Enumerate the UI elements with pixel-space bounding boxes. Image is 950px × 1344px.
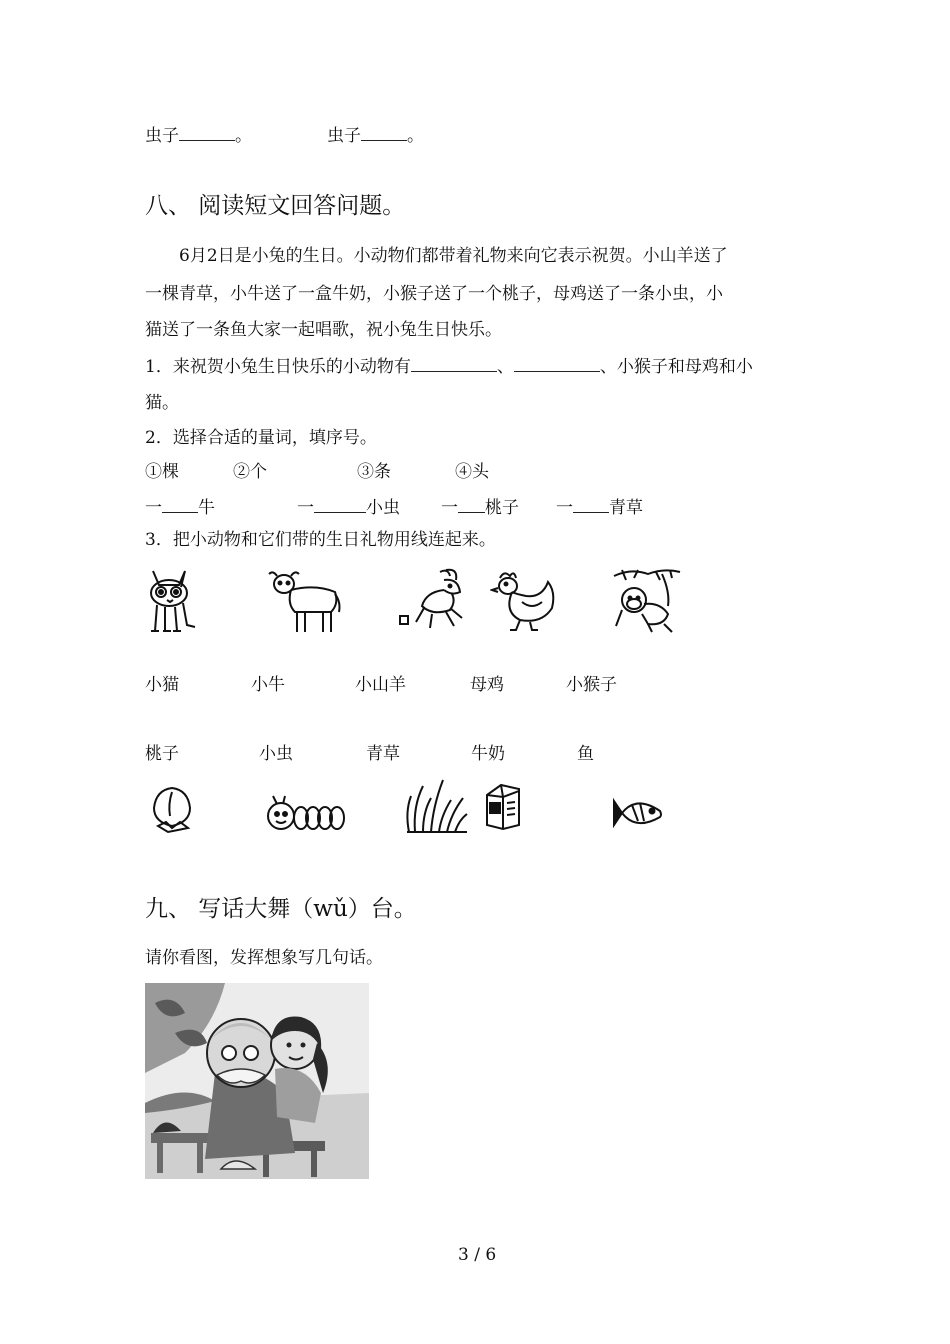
passage-line-3: 猫送了一条鱼大家一起唱歌，祝小兔生日快乐。: [145, 320, 502, 340]
question-2: 2．选择合适的量词，填序号。: [145, 428, 377, 448]
gift-label-milk: 牛奶: [471, 744, 505, 764]
option-4: ④头: [455, 462, 489, 482]
blank-q1-b[interactable]: [514, 356, 600, 372]
section-8-title: 八、 阅读短文回答问题。: [145, 193, 406, 219]
animal-label-cat: 小猫: [145, 675, 179, 695]
question-1-cont: 猫。: [145, 393, 179, 413]
animal-label-cow: 小牛: [251, 675, 285, 695]
blank-bug-right[interactable]: [361, 125, 407, 141]
question-1: 1．来祝贺小兔生日快乐的小动物有 、 、小猴子和母鸡和小: [145, 357, 753, 377]
grass-icon[interactable]: [403, 776, 469, 834]
cow-icon[interactable]: [265, 568, 345, 636]
fill-item-grass: 一 青草: [556, 498, 643, 518]
blank-grass[interactable]: [573, 497, 609, 513]
cat-icon[interactable]: [143, 565, 199, 637]
animal-label-hen: 母鸡: [470, 675, 504, 695]
gift-label-peach: 桃子: [145, 744, 179, 764]
gift-label-fish: 鱼: [577, 744, 594, 764]
question-3: 3．把小动物和它们带的生日礼物用线连起来。: [145, 530, 496, 550]
peach-icon[interactable]: [148, 782, 196, 836]
monkey-icon[interactable]: [612, 566, 682, 636]
gift-label-grass: 青草: [366, 744, 400, 764]
passage-line-1: 6月2日是小兔的生日。小动物们都带着礼物来向它表示祝贺。小山羊送了: [179, 246, 728, 266]
option-3: ③条: [357, 462, 391, 482]
option-2: ②个: [233, 462, 267, 482]
blank-bug[interactable]: [314, 497, 366, 513]
blank-peach[interactable]: [458, 497, 485, 513]
bug-label-left: 虫子: [145, 126, 179, 146]
fill-item-peach: 一 桃子: [441, 498, 519, 518]
hen-icon[interactable]: [490, 568, 560, 634]
gift-label-bug: 小虫: [259, 744, 293, 764]
fish-icon[interactable]: [608, 793, 668, 833]
writing-prompt: 请你看图，发挥想象写几句话。: [145, 948, 383, 968]
blank-q1-a[interactable]: [411, 356, 497, 372]
section-9-title: 九、 写话大舞（wǔ）台。: [145, 896, 417, 922]
grandpa-girl-illustration: [145, 983, 369, 1179]
caterpillar-icon[interactable]: [265, 792, 353, 836]
animal-label-goat: 小山羊: [355, 675, 406, 695]
answer-line-bug-right: 虫子 。: [327, 126, 424, 146]
bug-label-right: 虫子: [327, 126, 361, 146]
answer-line-bug-left: 虫子 。: [145, 126, 252, 146]
goat-icon[interactable]: [396, 566, 472, 634]
passage-line-2: 一棵青草，小牛送了一盒牛奶，小猴子送了一个桃子，母鸡送了一条小虫，小: [145, 284, 723, 304]
animal-label-monkey: 小猴子: [566, 675, 617, 695]
option-1: ①棵: [145, 462, 179, 482]
fill-item-bug: 一 小虫: [297, 498, 400, 518]
page-number: 3 / 6: [458, 1245, 497, 1265]
blank-cow[interactable]: [162, 497, 198, 513]
fill-item-cow: 一 牛: [145, 498, 215, 518]
blank-bug-left[interactable]: [179, 125, 235, 141]
milk-carton-icon[interactable]: [481, 781, 525, 831]
